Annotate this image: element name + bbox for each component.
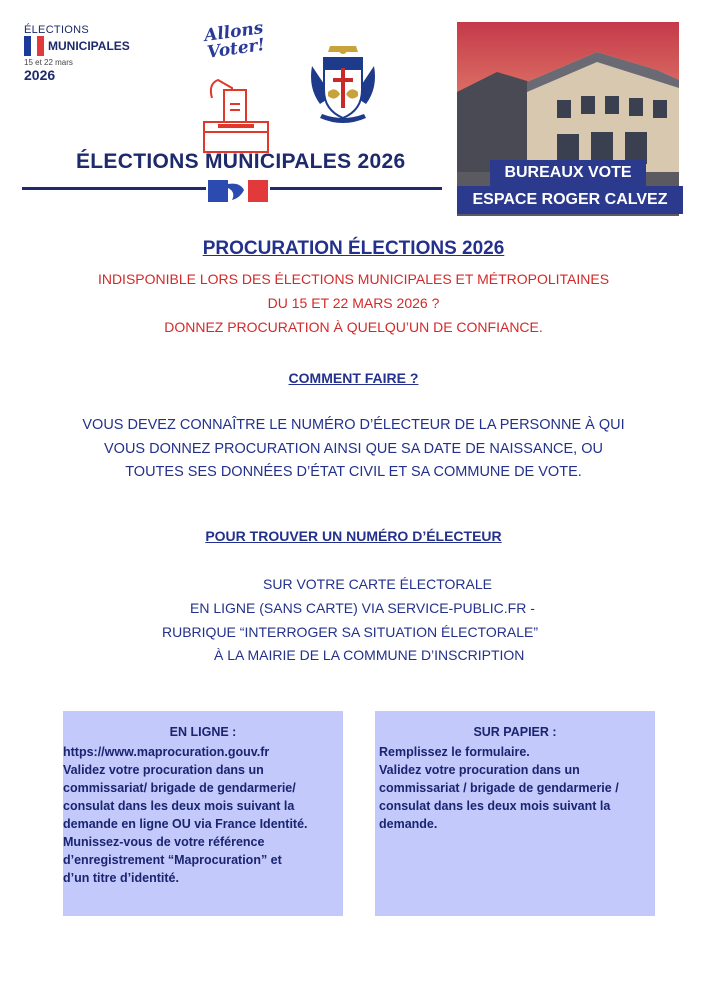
how-to-text-line: TOUTES SES DONNÉES D’ÉTAT CIVIL ET SA COMMUNE DE VOTE. [125, 464, 582, 480]
republique-flag-icon [206, 178, 270, 204]
how-to-text-line: VOUS DEVEZ CONNAÎTRE LE NUMÉRO D’ÉLECTEUR DE LA PERSONNE À QUI [82, 417, 625, 433]
how-to-heading: COMMENT FAIRE ? [288, 370, 419, 386]
intro-line: DONNEZ PROCURATION À QUELQU’UN DE CONFIANCE. [164, 319, 543, 335]
online-box-title: EN LIGNE : [169, 725, 237, 739]
photo-caption-espace: ESPACE ROGER CALVEZ [457, 186, 683, 214]
page-title: PROCURATION ÉLECTIONS 2026 [202, 238, 505, 259]
find-number-item: EN LIGNE (SANS CARTE) VIA SERVICE-PUBLIC.FR - [190, 600, 535, 616]
online-box-text: https://www.maprocuration.gouv.fr Validez votre procuration dans un commissariat/ brigade de gendarmerie/ consulat dans les deux mois suivant la demande en ligne OU via France Identité. Munissez-vous de votre référence d’enregistrement “Maprocuration” et d’un titre d’identité. [63, 745, 308, 885]
find-number-item: SUR VOTRE CARTE ÉLECTORALE [263, 576, 492, 592]
find-number-item: RUBRIQUE “INTERROGER SA SITUATION ÉLECTORALE” [162, 624, 538, 640]
online-procuration-box [63, 711, 343, 916]
logo-row [24, 36, 134, 56]
how-to-text-line: VOUS DONNEZ PROCURATION AINSI QUE SA DATE DE NAISSANCE, OU [104, 441, 603, 457]
photo-caption-bureaux: BUREAUX VOTE [490, 160, 646, 186]
find-number-item: À LA MAIRIE DE LA COMMUNE D’INSCRIPTION [214, 647, 525, 663]
logo-line-municipales: MUNICIPALES [48, 39, 130, 54]
intro-line: DU 15 ET 22 MARS 2026 ? [267, 295, 440, 311]
paper-box-text: Remplissez le formulaire. Validez votre procuration dans un commissariat / brigade de gendarmerie / consulat dans les deux mois suivant la demande. [379, 745, 619, 831]
logo-dates: 15 et 22 mars [24, 58, 73, 67]
french-flag-icon [24, 36, 44, 56]
paper-box-title: SUR PAPIER : [473, 725, 557, 739]
logo-year: 2026 [24, 67, 56, 83]
logo-line-elections: ÉLECTIONS [24, 24, 90, 36]
paper-procuration-box [375, 711, 655, 916]
find-number-heading: POUR TROUVER UN NUMÉRO D’ÉLECTEUR [205, 528, 502, 544]
banner-title: ÉLECTIONS MUNICIPALES 2026 [76, 150, 406, 173]
allons-voter-slogan: Allons Voter! [202, 18, 267, 63]
elections-logo [24, 24, 134, 83]
city-crest-icon [306, 44, 380, 128]
ballot-box-icon [196, 76, 276, 156]
intro-line: INDISPONIBLE LORS DES ÉLECTIONS MUNICIPALES ET MÉTROPOLITAINES [97, 271, 610, 287]
